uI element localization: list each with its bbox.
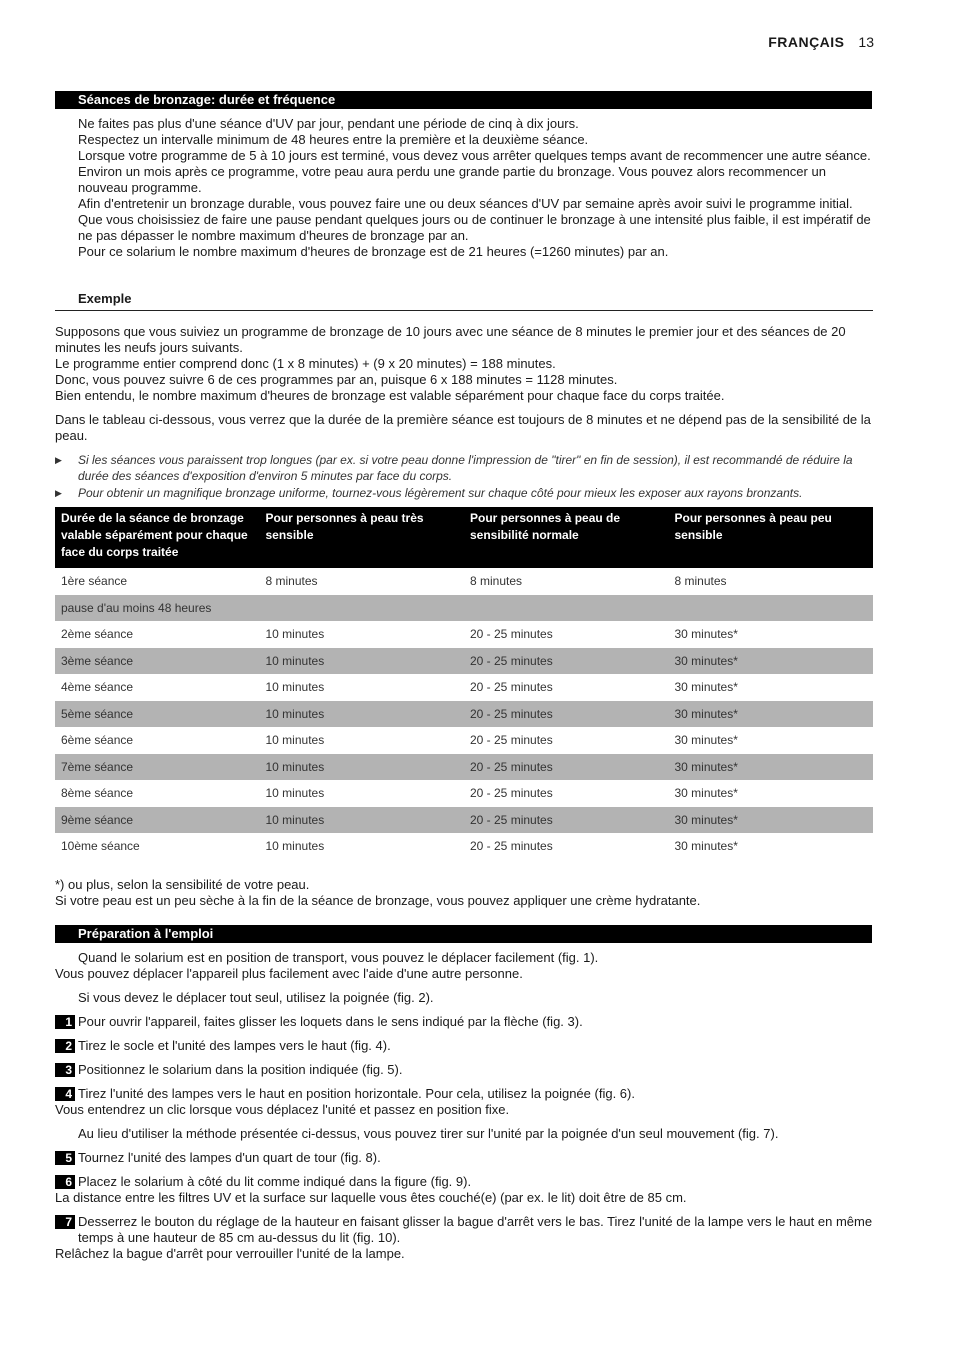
paragraph: Dans le tableau ci-dessous, vous verrez que la durée de la première séance est toujours de 8 minutes et ne dépend pas de la sensibilité de la peau. <box>55 412 871 443</box>
footnote: *) ou plus, selon la sensibilité de votre peau. <box>55 877 310 892</box>
table-cell: 30 minutes* <box>674 733 738 748</box>
paragraph: Vous pouvez déplacer l'appareil plus facilement avec l'aide d'une autre personne. <box>55 966 523 981</box>
table-row <box>55 701 873 728</box>
step-number: 5 <box>55 1151 75 1165</box>
table-row <box>55 754 873 781</box>
step-1 <box>55 1014 873 1030</box>
table-row-pause <box>55 595 873 622</box>
bullet-icon: ▶ <box>55 488 62 498</box>
bullet-item: ▶ Si les séances vous paraissent trop longues (par ex. si votre peau donne l'impression de "tirer" en fin de session), il est recommandé de réduire la durée des séances d'exposition d'environ 5 minutes par face du corps. <box>55 453 853 483</box>
paragraph: Bien entendu, le nombre maximum d'heures de bronzage est valable séparément pour chaque face du corps traitée. <box>55 388 725 403</box>
table-cell: 1ère séance <box>61 574 128 589</box>
table-cell: 30 minutes* <box>669 754 874 781</box>
paragraph: Si votre peau est un peu sèche à la fin de la séance de bronzage, vous pouvez appliquer une crème hydratante. <box>55 893 701 908</box>
paragraph: Quand le solarium est en position de transport, vous pouvez le déplacer facilement (fig. 1). <box>78 950 599 965</box>
table-cell: 8 minutes <box>265 574 318 589</box>
table-cell: 20 - 25 minutes <box>464 807 669 834</box>
table-cell: 4ème séance <box>61 680 134 695</box>
table-cell: 20 - 25 minutes <box>464 754 669 781</box>
step-text: Placez le solarium à côté du lit comme indiqué dans la figure (fig. 9). <box>78 1174 472 1189</box>
column-header: Pour personnes à peau très sensible <box>260 507 465 568</box>
section1-body <box>78 116 873 260</box>
table-cell: 30 minutes* <box>669 648 874 675</box>
language-label: FRANÇAIS <box>768 34 845 50</box>
table-cell: 20 - 25 minutes <box>470 733 553 748</box>
step-2 <box>55 1038 873 1054</box>
table-cell: 30 minutes* <box>674 839 738 854</box>
table-cell: 30 minutes* <box>674 680 738 695</box>
table-cell: 30 minutes* <box>669 701 874 728</box>
table-cell: pause d'au moins 48 heures <box>55 595 873 622</box>
page-number: 13 <box>858 34 874 50</box>
step-7 <box>55 1214 873 1262</box>
page-header <box>768 34 874 50</box>
table-row <box>55 621 873 648</box>
paragraph: Ne faites pas plus d'une séance d'UV par jour, pendant une période de cinq à dix jours. <box>78 116 579 131</box>
paragraph: Donc, vous pouvez suivre 6 de ces programmes par an, puisque 6 x 188 minutes = 1128 minutes. <box>55 372 618 387</box>
table-row <box>55 807 873 834</box>
column-header: Pour personnes à peau peu sensible <box>669 507 874 568</box>
table-cell: 10ème séance <box>61 839 140 854</box>
step-number: 7 <box>55 1215 75 1229</box>
step-note: Relâchez la bague d'arrêt pour verrouiller l'unité de la lampe. <box>55 1246 405 1261</box>
table-cell: 20 - 25 minutes <box>464 648 669 675</box>
table-cell: 10 minutes <box>260 754 465 781</box>
table-cell: 10 minutes <box>265 680 325 695</box>
step-6 <box>55 1174 873 1206</box>
table-cell: 10 minutes <box>260 648 465 675</box>
step-text: Pour ouvrir l'appareil, faites glisser les loquets dans le sens indiqué par la flèche (fig. 3). <box>78 1014 583 1029</box>
paragraph: Le programme entier comprend donc (1 x 8 minutes) + (9 x 20 minutes) = 188 minutes. <box>55 356 556 371</box>
table-cell: 8 minutes <box>470 574 523 589</box>
bullet-icon: ▶ <box>55 455 62 465</box>
step-4 <box>55 1086 873 1118</box>
table-cell: 10 minutes <box>265 627 325 642</box>
preparation-intro <box>55 950 873 982</box>
section-title-preparation: Préparation à l'emploi <box>55 925 872 943</box>
step-number: 2 <box>55 1039 75 1053</box>
paragraph: Supposons que vous suiviez un programme de bronzage de 10 jours avec une séance de 8 minutes le premier jour et des séances de 20 minutes les neufs jours suivants. <box>55 324 846 355</box>
example-body <box>55 324 873 444</box>
example-heading: Exemple <box>78 291 132 306</box>
table-cell: 10 minutes <box>265 839 325 854</box>
table-cell: 9ème séance <box>55 807 260 834</box>
table-cell: 7ème séance <box>55 754 260 781</box>
table-cell: 8 minutes <box>674 574 727 589</box>
step-text: Tournez l'unité des lampes d'un quart de tour (fig. 8). <box>78 1150 381 1165</box>
table-cell: 20 - 25 minutes <box>470 680 553 695</box>
column-header: Durée de la séance de bronzage valable séparément pour chaque face du corps traitée <box>55 507 260 568</box>
tanning-schedule-table <box>55 507 873 860</box>
paragraph: Afin d'entretenir un bronzage durable, vous pouvez faire une ou deux séances d'UV par semaine après avoir suivi le programme initial. Que vous choisissiez de faire une pause pendant quelques jours ou de continuer le bronzage à une intensité plus faible, il est impératif de ne pas dépasser le nombre maximum d'heures de bronzage par an. <box>78 196 871 243</box>
table-cell: 30 minutes* <box>674 786 738 801</box>
step-number: 1 <box>55 1015 75 1029</box>
table-cell: 20 - 25 minutes <box>470 786 553 801</box>
paragraph: Lorsque votre programme de 5 à 10 jours est terminé, vous devez vous arrêter quelques temps avant de recommencer une autre séance. <box>78 148 871 163</box>
step-number: 4 <box>55 1087 75 1101</box>
paragraph: Respectez un intervalle minimum de 48 heures entre la première et la deuxième séance. <box>78 132 589 147</box>
table-row <box>55 674 873 701</box>
step-3 <box>55 1062 873 1078</box>
step-note: Vous entendrez un clic lorsque vous déplacez l'unité et passez en position fixe. <box>55 1102 510 1117</box>
table-cell: 5ème séance <box>55 701 260 728</box>
paragraph: Pour ce solarium le nombre maximum d'heures de bronzage est de 21 heures (=1260 minutes) par an. <box>78 244 669 259</box>
table-header-row <box>55 507 873 568</box>
step-number: 6 <box>55 1175 75 1189</box>
step-text: Positionnez le solarium dans la position indiquée (fig. 5). <box>78 1062 403 1077</box>
table-row <box>55 568 873 595</box>
section-title-tanning-sessions: Séances de bronzage: durée et fréquence <box>55 91 872 109</box>
step-number: 3 <box>55 1063 75 1077</box>
table-cell: 6ème séance <box>61 733 134 748</box>
paragraph: Au lieu d'utiliser la méthode présentée ci-dessus, vous pouvez tirer sur l'unité par la poignée d'un seul mouvement (fig. 7). <box>78 1126 779 1141</box>
table-cell: 3ème séance <box>55 648 260 675</box>
table-cell: 20 - 25 minutes <box>470 839 553 854</box>
paragraph: Si vous devez le déplacer tout seul, utilisez la poignée (fig. 2). <box>78 990 434 1005</box>
step-text: Desserrez le bouton du réglage de la hauteur en faisant glisser la bague d'arrêt vers le bas. Tirez l'unité de la lampe vers le haut en même temps à une hauteur de 85 cm au-dessus du lit (fig. 10). <box>78 1214 873 1245</box>
table-cell: 2ème séance <box>61 627 134 642</box>
table-cell: 30 minutes* <box>669 807 874 834</box>
column-header: Pour personnes à peau de sensibilité normale <box>464 507 669 568</box>
table-cell: 20 - 25 minutes <box>464 701 669 728</box>
table-row <box>55 648 873 675</box>
table-cell: 10 minutes <box>260 807 465 834</box>
table-row <box>55 780 873 807</box>
table-row <box>55 833 873 860</box>
table-cell: 10 minutes <box>260 701 465 728</box>
bullet-item: ▶ Pour obtenir un magnifique bronzage uniforme, tournez-vous légèrement sur chaque côté pour mieux les exposer aux rayons bronzants. <box>55 486 803 500</box>
step-text: Tirez le socle et l'unité des lampes vers le haut (fig. 4). <box>78 1038 391 1053</box>
table-cell: 10 minutes <box>265 786 325 801</box>
table-cell: 20 - 25 minutes <box>470 627 553 642</box>
table-notes <box>55 877 873 909</box>
step-text: Tirez l'unité des lampes vers le haut en position horizontale. Pour cela, utilisez la poignée (fig. 6). <box>78 1086 635 1101</box>
table-cell: 8ème séance <box>61 786 134 801</box>
table-row <box>55 727 873 754</box>
paragraph: Environ un mois après ce programme, votre peau aura perdu une grande partie du bronzage. Vous pouvez alors recommencer un nouveau programme. <box>78 164 826 195</box>
table-cell: 30 minutes* <box>674 627 738 642</box>
step-5 <box>55 1150 873 1166</box>
step-note: La distance entre les filtres UV et la surface sur laquelle vous êtes couché(e) (par ex. le lit) doit être de 85 cm. <box>55 1190 687 1205</box>
divider <box>55 310 873 311</box>
table-cell: 10 minutes <box>265 733 325 748</box>
